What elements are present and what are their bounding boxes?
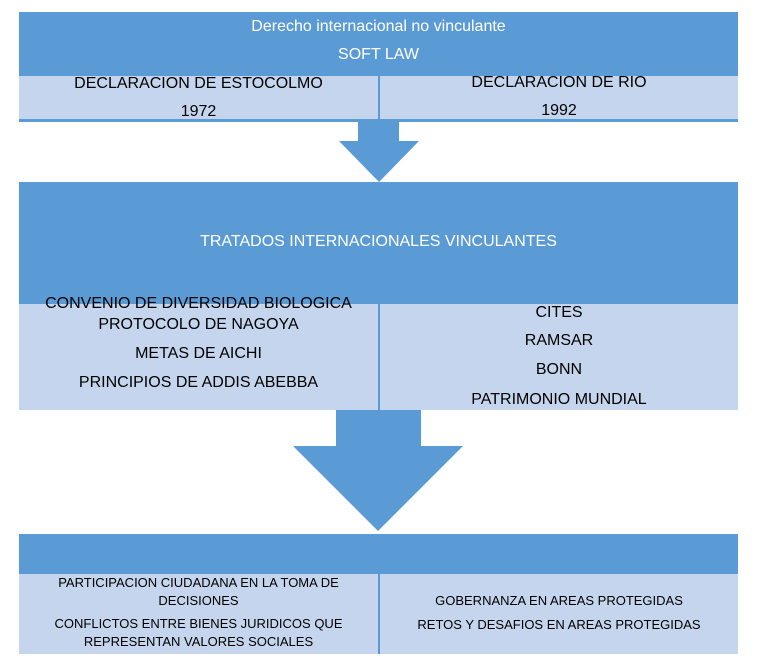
- soft-law-title: Derecho internacional no vinculante: [251, 18, 506, 35]
- list-item: PRINCIPIOS DE ADDIS ABEBBA: [78, 374, 319, 391]
- participation-cell: [19, 574, 378, 654]
- stockholm-year: 1972: [180, 103, 217, 120]
- governance-cell: [380, 574, 738, 654]
- cbd-list: [19, 0, 378, 410]
- list-item: CONVENIO DE DIVERSIDAD BIOLOGICA: [45, 295, 352, 312]
- rio-name: DECLARACION DE RIO: [471, 74, 647, 91]
- list-item: GOBERNANZA EN AREAS PROTEGIDAS: [435, 593, 683, 608]
- list-item: PATRIMONIO MUNDIAL: [471, 391, 647, 408]
- list-item: PROTOCOLO DE NAGOYA: [98, 316, 299, 333]
- soft-law-subtitle: SOFT LAW: [338, 46, 419, 63]
- rio-year: 1992: [541, 102, 577, 119]
- list-item: RAMSAR: [524, 332, 594, 349]
- conventions-list: [380, 0, 738, 412]
- list-item: DECISIONES: [158, 593, 239, 608]
- list-item: PARTICIPACION CIUDADANA EN LA TOMA DE: [58, 575, 339, 590]
- binding-treaties-title: TRATADOS INTERNACIONALES VINCULANTES: [200, 233, 557, 250]
- down-arrow-icon: [292, 410, 464, 532]
- list-item: RETOS Y DESAFIOS EN AREAS PROTEGIDAS: [417, 617, 701, 632]
- list-item: CONFLICTOS ENTRE BIENES JURIDICOS QUE: [54, 616, 343, 631]
- stockholm-name: DECLARACION DE ESTOCOLMO: [74, 75, 323, 92]
- list-item: REPRESENTAN VALORES SOCIALES: [83, 634, 314, 649]
- list-item: METAS DE AICHI: [135, 345, 262, 362]
- list-item: CITES: [535, 304, 583, 321]
- list-item: BONN: [535, 361, 583, 378]
